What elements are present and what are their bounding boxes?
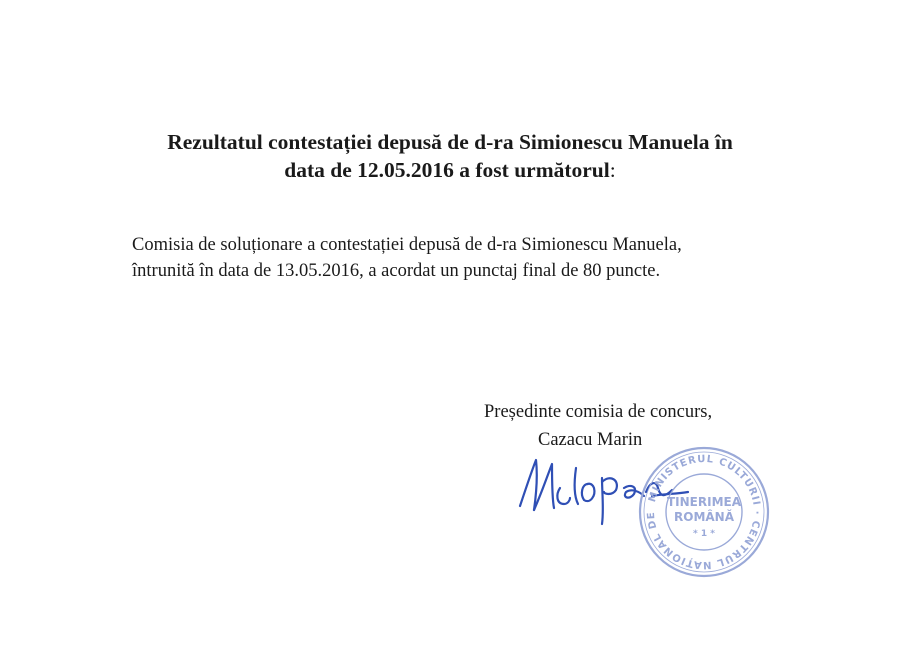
signatory-role: Președinte comisia de concurs, xyxy=(484,402,713,422)
stamp-center-line-3: * 1 * xyxy=(693,529,715,539)
document-title xyxy=(60,128,840,184)
title-line-2 xyxy=(60,156,840,184)
stamp-center-line-1: TINERIMEA xyxy=(666,495,742,509)
stamp-center-line-2: ROMÂNĂ xyxy=(674,510,734,524)
title-line-1: Rezultatul contestației depusă de d-ra Simionescu Manuela în xyxy=(167,130,733,154)
official-stamp xyxy=(636,444,772,580)
result-line-1: Comisia de soluționare a contestației depusă de d-ra Simionescu Manuela, xyxy=(132,235,682,255)
title-line-2-text: data de 12.05.2016 a fost următorul xyxy=(284,158,610,182)
result-line-2: întrunită în data de 13.05.2016, a acordat un punctaj final de 80 puncte. xyxy=(132,261,661,281)
title-colon: : xyxy=(609,158,616,182)
stamp-outer-text: MINISTERUL CULTURII · CENTRUL NAȚIONAL DE xyxy=(645,453,763,571)
stamp-graphic xyxy=(636,444,772,580)
signatory-name: Cazacu Marin xyxy=(538,430,643,450)
result-paragraph xyxy=(132,232,832,284)
